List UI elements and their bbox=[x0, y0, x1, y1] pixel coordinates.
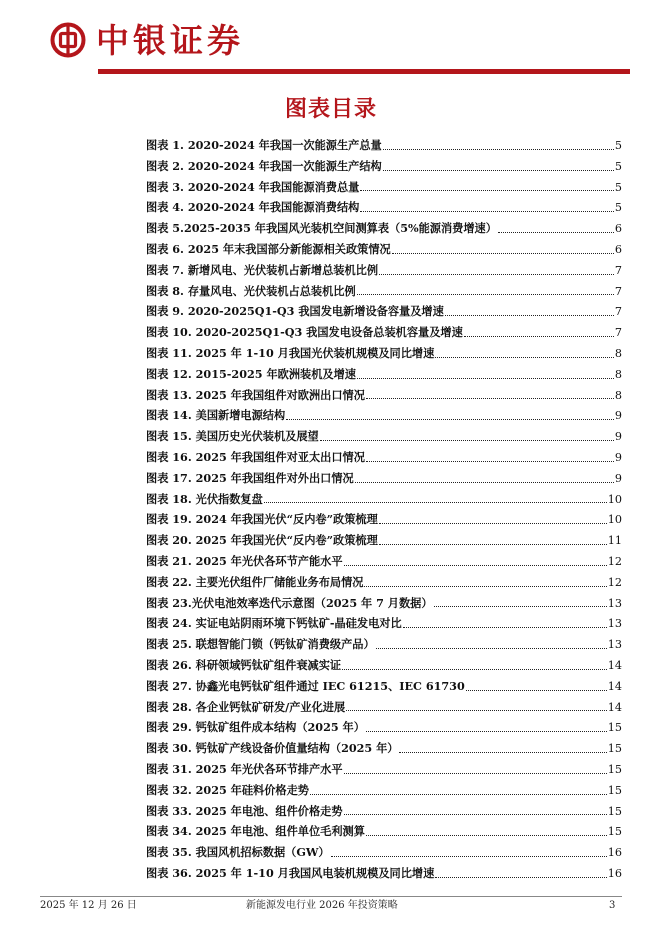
toc-entry[interactable] bbox=[146, 447, 622, 468]
page-header bbox=[0, 0, 662, 80]
toc-entry-label: 图表 29. 钙钛矿组件成本结构（2025 年） bbox=[146, 720, 365, 735]
toc-entry[interactable] bbox=[146, 343, 622, 364]
toc-entry[interactable] bbox=[146, 738, 622, 759]
toc-entry-label: 图表 22. 主要光伏组件厂储能业务布局情况 bbox=[146, 574, 364, 589]
toc-entry[interactable] bbox=[146, 385, 622, 406]
toc-leader-dots bbox=[360, 211, 614, 212]
toc-entry[interactable] bbox=[146, 801, 622, 822]
toc-entry-page: 7 bbox=[614, 284, 622, 298]
toc-leader-dots bbox=[466, 690, 607, 691]
toc-entry-page: 15 bbox=[607, 762, 622, 776]
toc-leader-dots bbox=[342, 669, 607, 670]
toc-entry-page: 13 bbox=[607, 617, 622, 631]
toc-entry-page: 14 bbox=[607, 700, 622, 714]
toc-leader-dots bbox=[498, 232, 614, 233]
toc-entry[interactable] bbox=[146, 842, 622, 863]
toc-entry-label: 图表 9. 2020-2025Q1-Q3 我国发电新增设备容量及增速 bbox=[146, 304, 444, 319]
footer-report-title: 新能源发电行业 2026 年投资策略 bbox=[246, 900, 398, 911]
toc-leader-dots bbox=[355, 482, 614, 483]
toc-entry-label: 图表 24. 实证电站阴雨环境下钙钛矿-晶硅发电对比 bbox=[146, 616, 402, 631]
toc-entry-label: 图表 10. 2020-2025Q1-Q3 我国发电设备总装机容量及增速 bbox=[146, 325, 463, 340]
toc-entry[interactable] bbox=[146, 177, 622, 198]
toc-entry[interactable] bbox=[146, 281, 622, 302]
toc-leader-dots bbox=[264, 502, 607, 503]
toc-entry[interactable] bbox=[146, 364, 622, 385]
header-divider bbox=[98, 69, 630, 74]
toc-entry-page: 12 bbox=[607, 575, 622, 589]
footer-divider bbox=[40, 896, 622, 897]
toc-entry-page: 6 bbox=[614, 242, 622, 256]
toc-leader-dots bbox=[383, 149, 614, 150]
toc-leader-dots bbox=[344, 773, 607, 774]
toc-leader-dots bbox=[379, 544, 607, 545]
toc-entry-label: 图表 2. 2020-2024 年我国一次能源生产结构 bbox=[146, 158, 382, 173]
toc-leader-dots bbox=[366, 461, 614, 462]
toc-leader-dots bbox=[286, 419, 614, 420]
toc-entry-label: 图表 23.光伏电池效率迭代示意图（2025 年 7 月数据） bbox=[146, 595, 433, 610]
toc-leader-dots bbox=[310, 794, 607, 795]
toc-entry-label: 图表 30. 钙钛矿产线设备价值量结构（2025 年） bbox=[146, 741, 399, 756]
toc-entry-label: 图表 11. 2025 年 1-10 月我国光伏装机规模及同比增速 bbox=[146, 345, 435, 360]
toc-leader-dots bbox=[366, 731, 607, 732]
toc-leader-dots bbox=[445, 315, 614, 316]
toc-entry-page: 5 bbox=[614, 139, 622, 152]
bank-of-china-logo-icon bbox=[50, 22, 86, 58]
toc-entry-page: 14 bbox=[607, 658, 622, 672]
toc-entry-label: 图表 33. 2025 年电池、组件价格走势 bbox=[146, 803, 343, 818]
toc-entry-page: 15 bbox=[607, 825, 622, 839]
toc-entry-page: 7 bbox=[614, 305, 622, 319]
toc-entry-page: 16 bbox=[607, 866, 622, 880]
toc-entry-page: 14 bbox=[607, 679, 622, 693]
toc-entry-label: 图表 32. 2025 年硅料价格走势 bbox=[146, 782, 309, 797]
toc-entry-label: 图表 18. 光伏指数复盘 bbox=[146, 491, 263, 506]
toc-entry-label: 图表 21. 2025 年光伏各环节产能水平 bbox=[146, 553, 343, 568]
toc-entry-label: 图表 12. 2015-2025 年欧洲装机及增速 bbox=[146, 366, 356, 381]
toc-entry-label: 图表 20. 2025 年我国光伏“反内卷”政策梳理 bbox=[146, 533, 378, 548]
toc-entry-page: 15 bbox=[607, 742, 622, 756]
toc-entry-label: 图表 36. 2025 年 1-10 月我国风电装机规模及同比增速 bbox=[146, 865, 435, 880]
toc-entry-label: 图表 17. 2025 年我国组件对外出口情况 bbox=[146, 470, 354, 485]
toc-entry-page: 12 bbox=[607, 554, 622, 568]
toc-entry-page: 5 bbox=[614, 159, 622, 173]
toc-entry[interactable] bbox=[146, 780, 622, 801]
toc-entry-label: 图表 14. 美国新增电源结构 bbox=[146, 408, 286, 423]
toc-entry-page: 16 bbox=[607, 846, 622, 860]
toc-leader-dots bbox=[379, 523, 607, 524]
toc-leader-dots bbox=[435, 877, 606, 878]
toc-entry-label: 图表 34. 2025 年电池、组件单位毛利测算 bbox=[146, 824, 365, 839]
toc-entry-label: 图表 25. 联想智能门锁（钙钛矿消费级产品） bbox=[146, 637, 375, 652]
toc-entry[interactable] bbox=[146, 239, 622, 260]
toc-entry-label: 图表 5.2025-2035 年我国风光装机空间测算表（5%能源消费增速） bbox=[146, 221, 497, 236]
toc-entry-page: 15 bbox=[607, 783, 622, 797]
toc-leader-dots bbox=[331, 856, 607, 857]
toc-entry[interactable] bbox=[146, 593, 622, 614]
toc-entry-label: 图表 15. 美国历史光伏装机及展望 bbox=[146, 429, 319, 444]
toc-leader-dots bbox=[360, 190, 614, 191]
toc-entry-page: 9 bbox=[614, 409, 622, 423]
toc-entry-label: 图表 19. 2024 年我国光伏“反内卷”政策梳理 bbox=[146, 512, 378, 527]
toc-entry[interactable] bbox=[146, 426, 622, 447]
toc-entry-page: 15 bbox=[607, 721, 622, 735]
toc-entry[interactable] bbox=[146, 530, 622, 551]
toc-entry-label: 图表 3. 2020-2024 年我国能源消费总量 bbox=[146, 179, 360, 194]
toc-entry[interactable] bbox=[146, 551, 622, 572]
toc-entry-label: 图表 27. 协鑫光电钙钛矿组件通过 IEC 61215、IEC 61730 bbox=[146, 678, 465, 693]
toc-entry[interactable] bbox=[146, 322, 622, 343]
toc-entry[interactable] bbox=[146, 509, 622, 530]
toc-entry-page: 9 bbox=[614, 450, 622, 464]
toc-leader-dots bbox=[435, 357, 614, 358]
toc-entry[interactable] bbox=[146, 634, 622, 655]
toc-leader-dots bbox=[403, 627, 607, 628]
toc-entry-page: 8 bbox=[614, 346, 622, 360]
toc-entry-page: 10 bbox=[607, 492, 622, 506]
toc-entry-page: 5 bbox=[614, 201, 622, 215]
toc-leader-dots bbox=[383, 170, 614, 171]
figure-list bbox=[146, 135, 622, 884]
toc-entry[interactable] bbox=[146, 717, 622, 738]
toc-entry-label: 图表 13. 2025 年我国组件对欧洲出口情况 bbox=[146, 387, 365, 402]
toc-leader-dots bbox=[434, 606, 607, 607]
toc-entry-page: 6 bbox=[614, 222, 622, 236]
toc-leader-dots bbox=[357, 378, 614, 379]
toc-entry[interactable] bbox=[146, 863, 622, 884]
toc-leader-dots bbox=[379, 274, 614, 275]
toc-entry-page: 10 bbox=[607, 513, 622, 527]
footer-date: 2025 年 12 月 26 日 bbox=[40, 900, 137, 911]
toc-leader-dots bbox=[344, 565, 607, 566]
toc-leader-dots bbox=[366, 398, 614, 399]
toc-leader-dots bbox=[364, 586, 606, 587]
toc-entry-page: 7 bbox=[614, 263, 622, 277]
toc-entry[interactable] bbox=[146, 697, 622, 718]
toc-leader-dots bbox=[376, 648, 607, 649]
toc-entry-label: 图表 1. 2020-2024 年我国一次能源生产总量 bbox=[146, 138, 382, 152]
brand-name: 中银证券 bbox=[96, 21, 244, 60]
toc-entry-page: 8 bbox=[614, 388, 622, 402]
toc-entry-label: 图表 16. 2025 年我国组件对亚太出口情况 bbox=[146, 449, 365, 464]
toc-entry[interactable] bbox=[146, 301, 622, 322]
toc-entry[interactable] bbox=[146, 218, 622, 239]
toc-entry-label: 图表 7. 新增风电、光伏装机占新增总装机比例 bbox=[146, 262, 379, 277]
toc-entry[interactable] bbox=[146, 156, 622, 177]
toc-leader-dots bbox=[320, 440, 614, 441]
toc-entry[interactable] bbox=[146, 135, 622, 156]
toc-entry[interactable] bbox=[146, 489, 622, 510]
toc-entry[interactable] bbox=[146, 759, 622, 780]
toc-entry[interactable] bbox=[146, 468, 622, 489]
toc-entry[interactable] bbox=[146, 676, 622, 697]
toc-leader-dots bbox=[464, 336, 614, 337]
toc-entry-label: 图表 6. 2025 年末我国部分新能源相关政策情况 bbox=[146, 241, 391, 256]
toc-leader-dots bbox=[357, 294, 614, 295]
toc-entry-label: 图表 35. 我国风机招标数据（GW） bbox=[146, 845, 330, 860]
toc-leader-dots bbox=[344, 814, 607, 815]
toc-leader-dots bbox=[346, 710, 607, 711]
page-title: 图表目录 bbox=[284, 96, 377, 122]
toc-leader-dots bbox=[399, 752, 606, 753]
toc-entry-page: 9 bbox=[614, 430, 622, 444]
toc-leader-dots bbox=[366, 835, 607, 836]
toc-leader-dots bbox=[392, 253, 614, 254]
toc-entry[interactable] bbox=[146, 405, 622, 426]
toc-entry-page: 13 bbox=[607, 596, 622, 610]
toc-entry-label: 图表 26. 科研领域钙钛矿组件衰减实证 bbox=[146, 657, 342, 672]
toc-entry[interactable] bbox=[146, 821, 622, 842]
toc-entry[interactable] bbox=[146, 197, 622, 218]
toc-entry[interactable] bbox=[146, 655, 622, 676]
toc-entry[interactable] bbox=[146, 572, 622, 593]
toc-entry-page: 15 bbox=[607, 804, 622, 818]
toc-entry-page: 11 bbox=[607, 534, 622, 548]
toc-entry-page: 13 bbox=[607, 638, 622, 652]
toc-entry-label: 图表 4. 2020-2024 年我国能源消费结构 bbox=[146, 200, 360, 215]
toc-entry-label: 图表 8. 存量风电、光伏装机占总装机比例 bbox=[146, 283, 356, 298]
toc-entry-label: 图表 31. 2025 年光伏各环节排产水平 bbox=[146, 761, 343, 776]
toc-entry[interactable] bbox=[146, 260, 622, 281]
toc-entry-label: 图表 28. 各企业钙钛矿研发/产业化进展 bbox=[146, 699, 346, 714]
toc-entry[interactable] bbox=[146, 613, 622, 634]
toc-entry-page: 8 bbox=[614, 367, 622, 381]
toc-entry-page: 7 bbox=[614, 326, 622, 340]
toc-entry-page: 5 bbox=[614, 180, 622, 194]
footer-page-number: 3 bbox=[609, 900, 616, 911]
toc-entry-page: 9 bbox=[614, 471, 622, 485]
